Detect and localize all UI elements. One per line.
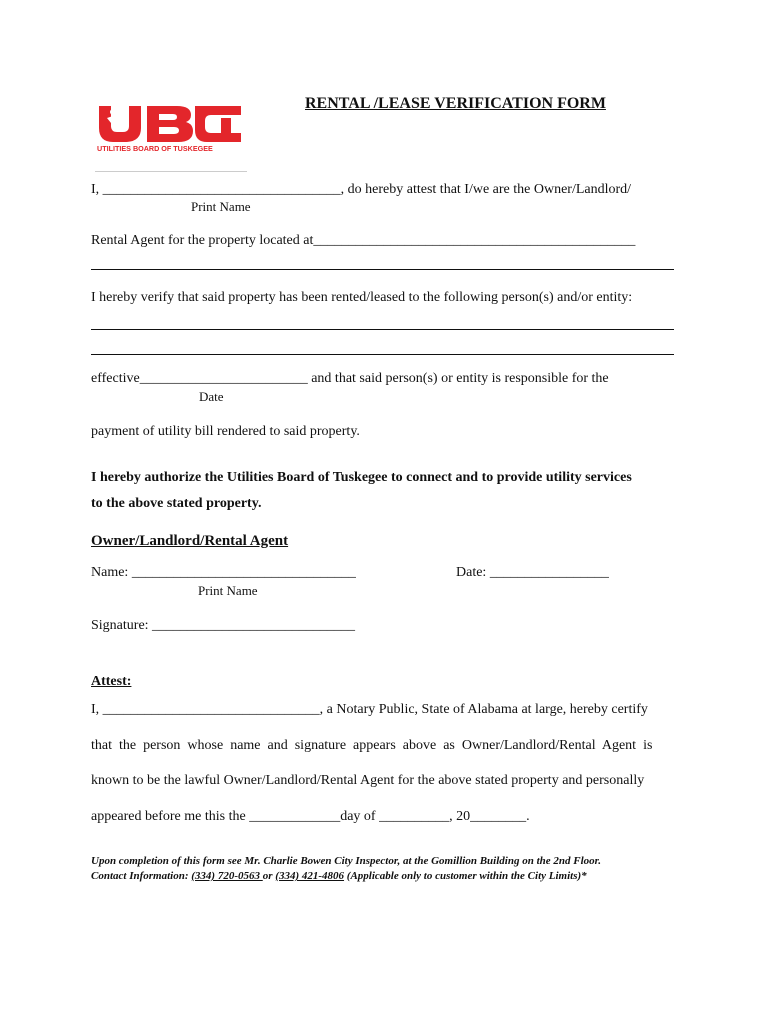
- effective-label: effective: [91, 371, 140, 386]
- owner-name-field[interactable]: ________________________________: [131, 565, 356, 580]
- print-name-field[interactable]: __________________________________: [102, 182, 341, 197]
- logo-divider: [95, 171, 247, 172]
- name-label: Name:: [91, 565, 132, 580]
- print-name-caption: Print Name: [191, 199, 251, 214]
- owner-date-field[interactable]: _________________: [489, 565, 609, 580]
- attest-heading: Attest:: [91, 674, 132, 689]
- notary-text-line-3: known to be the lawful Owner/Landlord/Rental Agent for the above stated property and personally: [91, 773, 645, 788]
- phone-link-1[interactable]: (334) 720-0563: [191, 870, 263, 882]
- property-address-line-2[interactable]: [91, 269, 674, 270]
- owner-print-name-caption: Print Name: [198, 583, 258, 598]
- notary-prefix: I,: [91, 702, 103, 717]
- notary-suffix: , a Notary Public, State of Alabama at large, hereby certify: [319, 702, 648, 717]
- authorize-text-line-1: I hereby authorize the Utilities Board of Tuskegee to connect and to provide utility services: [91, 470, 632, 485]
- form-title: RENTAL /LEASE VERIFICATION FORM: [305, 95, 606, 112]
- signature-label: Signature:: [91, 618, 153, 633]
- attest-suffix: , do hereby attest that I/we are the Owner/Landlord/: [340, 182, 632, 197]
- notary-date-line[interactable]: appeared before me this the _____________day of __________, 20________.: [91, 809, 530, 824]
- or-text: or: [262, 870, 276, 882]
- signature-line: [91, 618, 355, 634]
- contact-note: (Applicable only to customer within the City Limits)*: [344, 870, 587, 882]
- utilities-board-logo: [95, 104, 245, 152]
- notary-text-line-2: that the person whose name and signature appears above as Owner/Landlord/Rental Agent is: [91, 738, 653, 753]
- effective-suffix: and that said person(s) or entity is responsible for the: [307, 371, 609, 386]
- notary-name-field[interactable]: _______________________________: [102, 702, 320, 717]
- notary-line: [91, 702, 648, 718]
- date-label: Date:: [456, 565, 490, 580]
- owner-section-heading: Owner/Landlord/Rental Agent: [91, 533, 289, 549]
- svg-text:UTILITIES BOARD OF TUSKEGEE: UTILITIES BOARD OF TUSKEGEE: [97, 144, 213, 152]
- effective-line: [91, 371, 609, 387]
- effective-date-field[interactable]: ________________________: [139, 371, 308, 386]
- payment-text: payment of utility bill rendered to said property.: [91, 424, 360, 439]
- property-address-field[interactable]: ______________________________________________: [313, 233, 636, 248]
- authorize-text-line-2: to the above stated property.: [91, 496, 262, 511]
- date-caption: Date: [199, 389, 224, 404]
- tenant-line-2[interactable]: [91, 354, 674, 355]
- agent-text: Rental Agent for the property located at: [91, 233, 314, 248]
- verify-text: I hereby verify that said property has been rented/leased to the following person(s) and/or entity:: [91, 290, 633, 305]
- phone-link-2[interactable]: (334) 421-4806: [275, 870, 345, 882]
- tenant-line-1[interactable]: [91, 329, 674, 330]
- agent-line: [91, 233, 635, 249]
- footer-contact: [91, 870, 587, 882]
- footer-instruction: Upon completion of this form see Mr. Charlie Bowen City Inspector, at the Gomillion Building on the 2nd Floor.: [91, 855, 602, 867]
- contact-label: Contact Information:: [91, 870, 192, 882]
- owner-name-line: [91, 565, 356, 581]
- attest-line: [91, 182, 631, 198]
- owner-date-line: [456, 565, 609, 581]
- attest-prefix: I,: [91, 182, 103, 197]
- signature-field[interactable]: _____________________________: [152, 618, 356, 633]
